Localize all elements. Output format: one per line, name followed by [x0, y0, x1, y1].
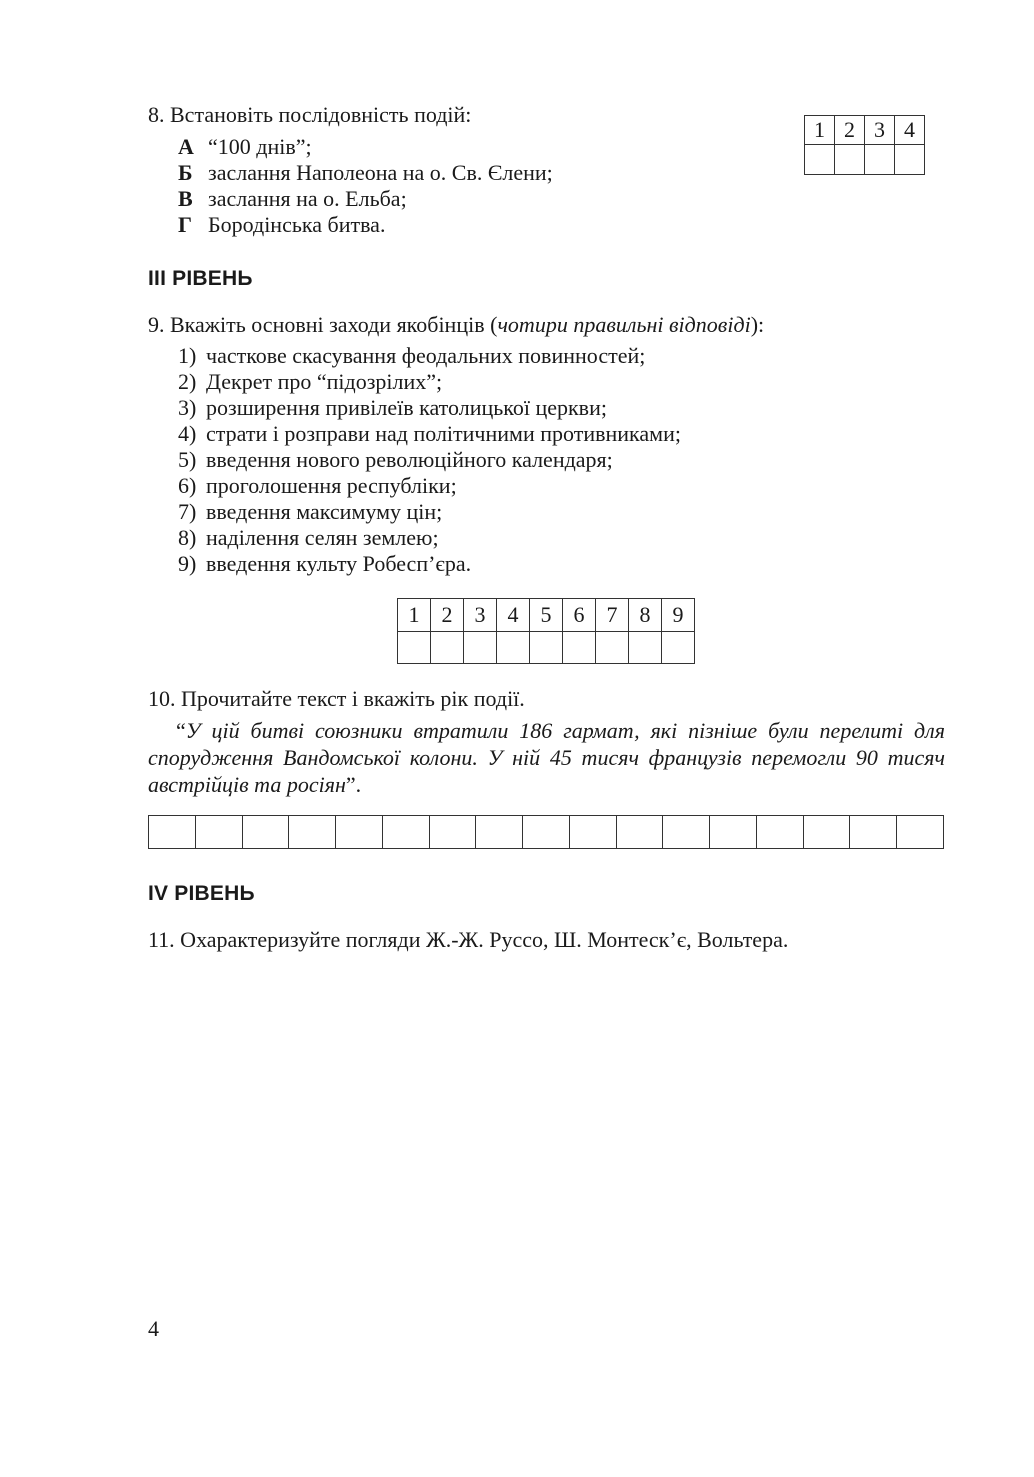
answer-cell[interactable] — [563, 632, 596, 664]
grid-header-cell: 4 — [895, 116, 925, 145]
q9-item-number: 2) — [178, 369, 197, 394]
q9-item — [178, 395, 607, 421]
q10-question: 10. Прочитайте текст і вкажіть рік події. — [148, 686, 525, 711]
answer-cell[interactable] — [195, 816, 242, 849]
answer-cell[interactable] — [149, 816, 196, 849]
answer-cell[interactable] — [336, 816, 383, 849]
q9-item — [178, 447, 613, 473]
answer-cell[interactable] — [710, 816, 757, 849]
q8-answer-grid — [804, 115, 925, 175]
q9-item-number: 3) — [178, 395, 197, 420]
answer-cell[interactable] — [835, 145, 865, 175]
answer-cell[interactable] — [803, 816, 850, 849]
answer-cell[interactable] — [382, 816, 429, 849]
q9-question-start: 9. Вкажіть основні заходи якобінців ( — [148, 312, 498, 337]
q10-quote-open: “ — [176, 718, 186, 743]
grid-header-cell: 3 — [865, 116, 895, 145]
q8-option-text: “100 днів”; — [208, 134, 312, 159]
q9-item-number: 1) — [178, 343, 197, 368]
q9-item — [178, 499, 442, 525]
q9-item — [178, 421, 681, 447]
level-4-heading: IV РІВЕНЬ — [148, 882, 255, 905]
grid-header-cell: 3 — [464, 599, 497, 632]
answer-cell[interactable] — [289, 816, 336, 849]
q9-item-number: 8) — [178, 525, 197, 550]
grid-header-cell: 5 — [530, 599, 563, 632]
q8-question: 8. Встановіть послідовність подій: — [148, 102, 472, 127]
q8-option-letter: В — [178, 186, 193, 211]
q9-item-text: страти і розправи над політичними противниками; — [206, 421, 681, 446]
q9-item-text: проголошення республіки; — [206, 473, 457, 498]
q8-option-text: заслання на о. Ельба; — [208, 186, 407, 211]
q10-quote-text: У цій битві союзники втратили 186 гармат, які пізніше були перелиті для спорудження Вандомської колони. У ній 45 тисяч французів перемогли 90 тисяч австрійців та росіян — [148, 718, 945, 797]
q9-item-text: введення максимуму цін; — [206, 499, 443, 524]
q9-item — [178, 473, 457, 499]
q9-item — [178, 525, 439, 551]
grid-header-cell: 9 — [662, 599, 695, 632]
q9-answer-grid — [397, 598, 695, 664]
grid-header-cell: 6 — [563, 599, 596, 632]
q9-item — [178, 369, 442, 395]
answer-cell[interactable] — [464, 632, 497, 664]
q8-option-letter: А — [178, 134, 194, 159]
q9-item-number: 5) — [178, 447, 197, 472]
q9-item-number: 6) — [178, 473, 197, 498]
answer-cell[interactable] — [865, 145, 895, 175]
q10-quote-close: ”. — [345, 772, 362, 797]
answer-cell[interactable] — [629, 632, 662, 664]
answer-cell[interactable] — [569, 816, 616, 849]
answer-cell[interactable] — [242, 816, 289, 849]
q10-quote — [148, 717, 945, 798]
q9-question-end: ): — [750, 312, 765, 337]
q8-option-text: Бородінська битва. — [208, 212, 386, 237]
q8-option-b — [178, 160, 553, 186]
q8-option-letter: Б — [178, 160, 193, 185]
q8-option-text: заслання Наполеона на о. Св. Єлени; — [208, 160, 553, 185]
q9-item-number: 4) — [178, 421, 197, 446]
answer-cell[interactable] — [596, 632, 629, 664]
q9-item-number: 7) — [178, 499, 197, 524]
level-3-heading: III РІВЕНЬ — [148, 267, 253, 290]
q9-item — [178, 551, 471, 577]
q9-question — [148, 312, 764, 338]
grid-header-cell: 2 — [431, 599, 464, 632]
q8-option-c — [178, 186, 407, 212]
answer-cell[interactable] — [662, 632, 695, 664]
grid-header-cell: 8 — [629, 599, 662, 632]
q9-item-text: Декрет про “підозрілих”; — [206, 369, 443, 394]
q9-item-text: введення культу Робесп’єра. — [206, 551, 472, 576]
answer-cell[interactable] — [616, 816, 663, 849]
grid-header-cell: 7 — [596, 599, 629, 632]
answer-cell[interactable] — [805, 145, 835, 175]
answer-cell[interactable] — [431, 632, 464, 664]
q9-item — [178, 343, 645, 369]
answer-cell[interactable] — [663, 816, 710, 849]
answer-cell[interactable] — [530, 632, 563, 664]
answer-cell[interactable] — [523, 816, 570, 849]
q8-option-d — [178, 212, 385, 238]
answer-cell[interactable] — [895, 145, 925, 175]
q8-option-a — [178, 134, 312, 160]
answer-cell[interactable] — [850, 816, 897, 849]
q9-item-text: наділення селян землею; — [206, 525, 439, 550]
grid-header-cell: 2 — [835, 116, 865, 145]
grid-header-cell: 4 — [497, 599, 530, 632]
q9-question-hint: чотири правильні відповіді — [497, 312, 751, 337]
q9-item-text: введення нового революційного календаря; — [206, 447, 613, 472]
q9-item-text: розширення привілеїв католицької церкви; — [206, 395, 607, 420]
page-number: 4 — [148, 1316, 159, 1341]
q8-option-letter: Г — [178, 212, 192, 237]
grid-header-cell: 1 — [805, 116, 835, 145]
q11-question: 11. Охарактеризуйте погляди Ж.-Ж. Руссо, Ш. Монтеск’є, Вольтера. — [148, 927, 789, 952]
q10-answer-grid — [148, 815, 944, 849]
answer-cell[interactable] — [476, 816, 523, 849]
q9-item-number: 9) — [178, 551, 197, 576]
q9-item-text: часткове скасування феодальних повинностей; — [206, 343, 646, 368]
grid-header-cell: 1 — [398, 599, 431, 632]
answer-cell[interactable] — [497, 632, 530, 664]
answer-cell[interactable] — [897, 816, 944, 849]
answer-cell[interactable] — [429, 816, 476, 849]
answer-cell[interactable] — [398, 632, 431, 664]
answer-cell[interactable] — [756, 816, 803, 849]
